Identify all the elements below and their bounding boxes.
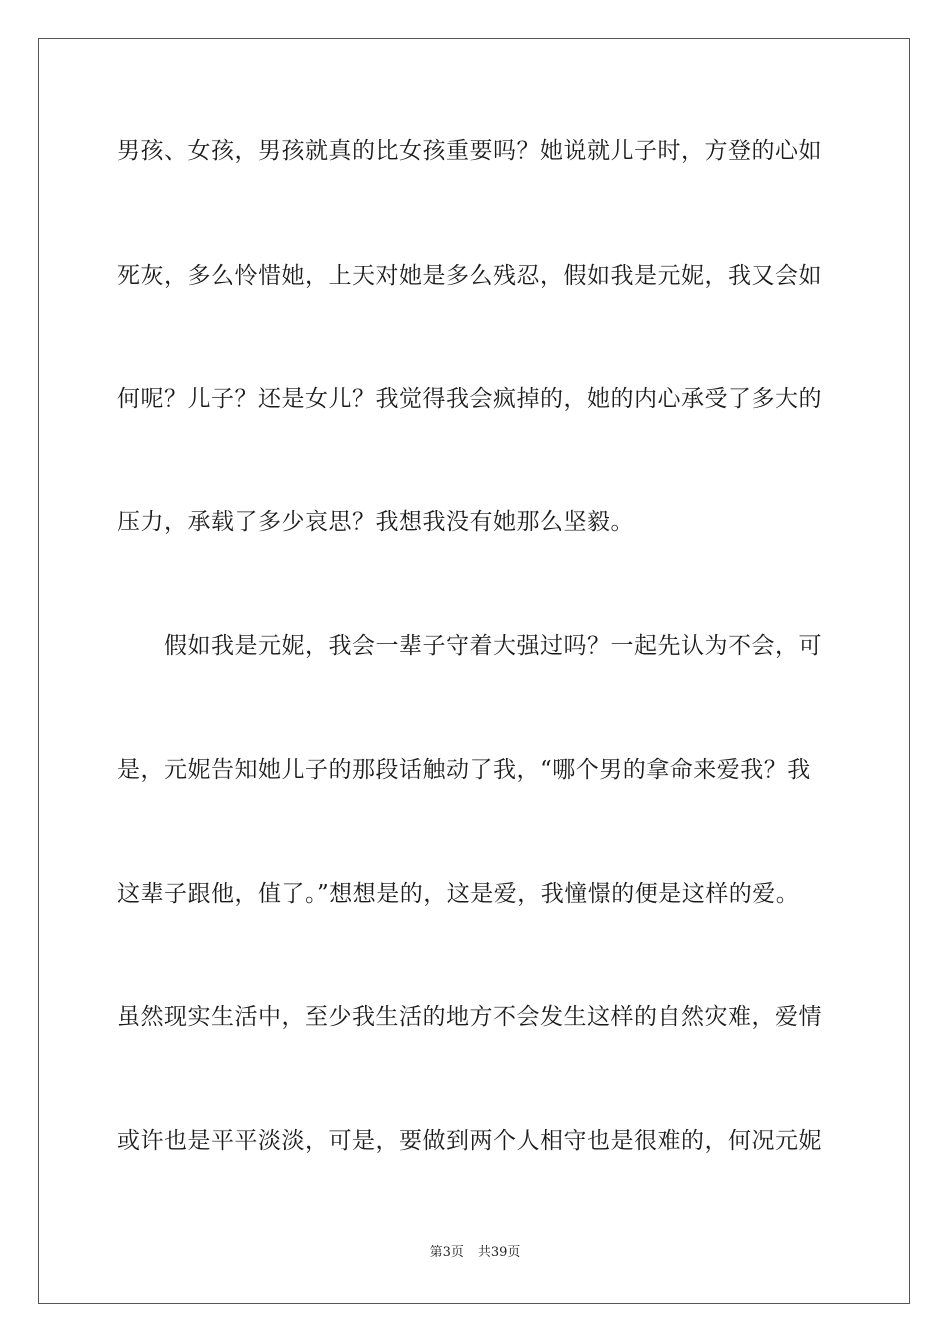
page-footer xyxy=(0,1245,950,1261)
text-line: 男孩、女孩，男孩就真的比女孩重要吗？她说就儿子时，方登的心如 xyxy=(117,138,822,164)
page-total: 共39页 xyxy=(477,1245,521,1260)
text-line: 或许也是平平淡淡，可是，要做到两个人相守也是很难的，何况元妮 xyxy=(117,1128,822,1154)
text-line: 这辈子跟他，值了。”想想是的，这是爱，我憧憬的便是这样的爱。 xyxy=(117,881,800,907)
page-border xyxy=(38,38,910,1304)
text-line: 压力，承载了多少哀思？我想我没有她那么坚毅。 xyxy=(117,509,634,535)
text-line: 是，元妮告知她儿子的那段话触动了我，“哪个男的拿命来爱我？我 xyxy=(117,757,811,783)
paragraph-indent-line: 假如我是元妮，我会一辈子守着大强过吗？一起先认为不会，可 xyxy=(164,633,822,659)
text-line: 虽然现实生活中，至少我生活的地方不会发生这样的自然灾难，爱情 xyxy=(117,1004,822,1030)
page-number: 第3页 xyxy=(429,1245,464,1260)
text-line: 何呢？儿子？还是女儿？我觉得我会疯掉的，她的内心承受了多大的 xyxy=(117,386,822,412)
text-line: 死灰，多么怜惜她，上天对她是多么残忍，假如我是元妮，我又会如 xyxy=(117,263,822,289)
